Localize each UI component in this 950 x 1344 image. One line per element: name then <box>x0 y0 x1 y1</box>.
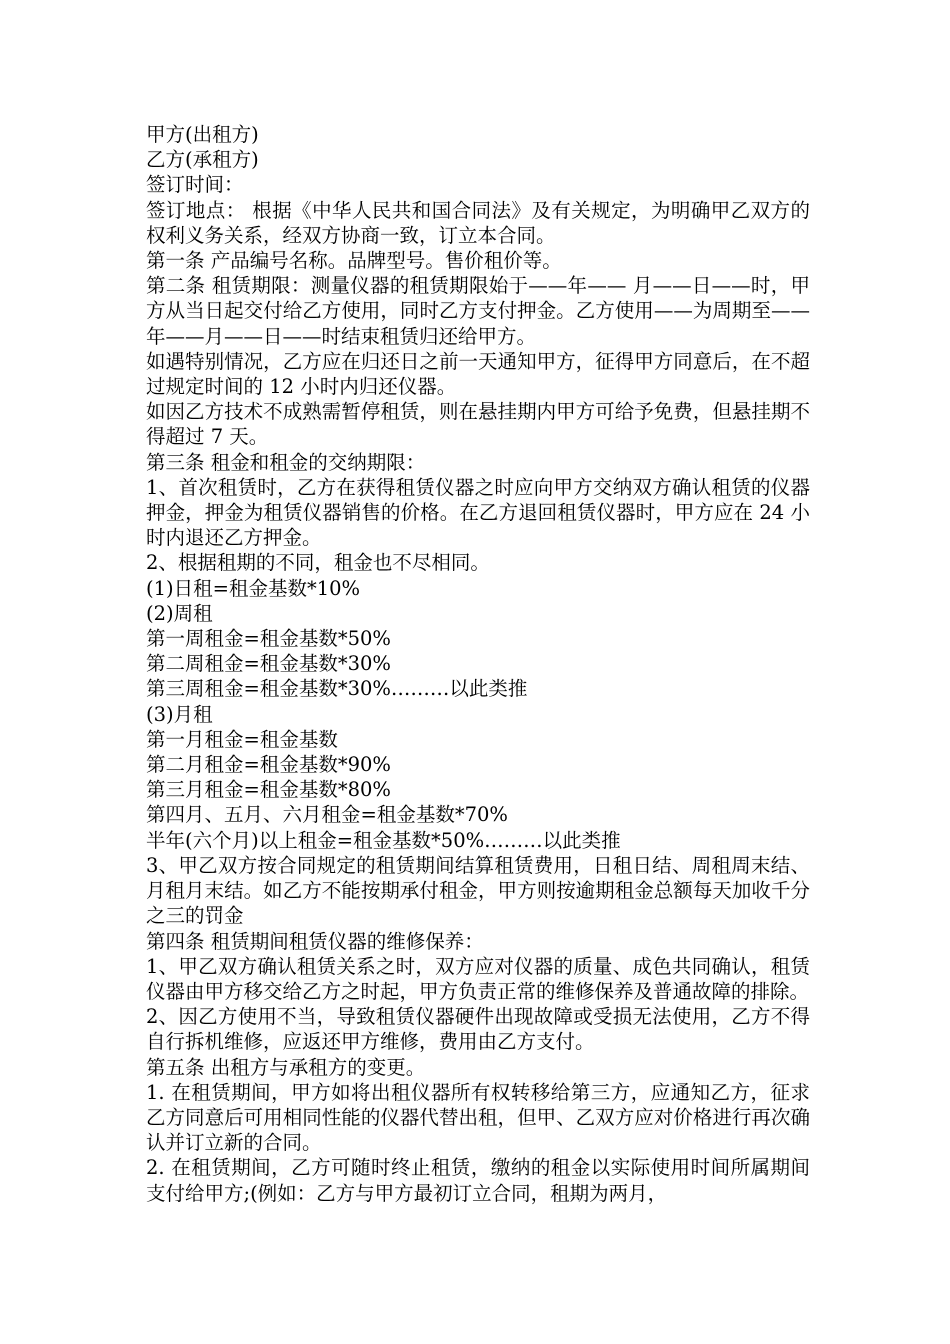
article-2: 第二条 租赁期限：测量仪器的租赁期限始于——年—— 月——日——时，甲方从当日起交付给乙方使用，同时乙方支付押金。乙方使用——为周期至—— 年——月——日——时结束租赁归还给甲方。 <box>146 274 817 348</box>
weekly-rent-heading: (2)周租 <box>146 601 213 625</box>
month-3-rent: 第三月租金=租金基数*80% <box>146 778 391 802</box>
party-a-line: 甲方(出租方) <box>146 123 259 146</box>
monthly-rent-heading: (3)月租 <box>146 702 213 726</box>
article-3-clause-3: 3、甲乙双方按合同规定的租赁期间结算租赁费用，日租日结、周租周末结、月租月末结。如乙方不能按期承付租金，甲方则按逾期租金总额每天加收千分之三的罚金 <box>146 853 810 928</box>
article-1: 第一条 产品编号名称。品牌型号。售价租价等。 <box>146 249 562 273</box>
party-b-line: 乙方(承租方) <box>146 148 259 172</box>
month-2-rent: 第二月租金=租金基数*90% <box>146 753 391 777</box>
half-year-rent: 半年(六个月)以上租金=租金基数*50%………以此类推 <box>146 828 621 852</box>
month-4-6-rent: 第四月、五月、六月租金=租金基数*70% <box>146 803 508 827</box>
article-4-heading: 第四条 租赁期间租赁仪器的维修保养： <box>146 929 484 953</box>
signing-time-line: 签订时间： <box>146 173 244 197</box>
article-3-heading: 第三条 租金和租金的交纳期限： <box>146 450 426 474</box>
week-1-rent: 第一周租金=租金基数*50% <box>146 627 391 651</box>
article-2-special-case: 如遇特别情况，乙方应在归还日之前一天通知甲方，征得甲方同意后，在不超过规定时间的 12 小时内归还仪器。 <box>146 349 810 399</box>
article-5-heading: 第五条 出租方与承租方的变更。 <box>146 1055 426 1079</box>
article-3-clause-2: 2、根据租期的不同，租金也不尽相同。 <box>146 551 490 575</box>
article-3-clause-1: 1、首次租赁时，乙方在获得租赁仪器之时应向甲方交纳双方确认租赁的仪器押金，押金为租赁仪器销售的价格。在乙方退回租赁仪器时，甲方应在 24 小时内退还乙方押金。 <box>146 475 810 550</box>
article-5-clause-2: 2. 在租赁期间，乙方可随时终止租赁，缴纳的租金以实际使用时间所属期间支付给甲方;(例如：乙方与甲方最初订立合同，租期为两月， <box>146 1156 810 1205</box>
article-4-clause-2: 2、因乙方使用不当，导致租赁仪器硬件出现故障或受损无法使用，乙方不得自行拆机维修，应返还甲方维修，费用由乙方支付。 <box>146 1005 810 1054</box>
daily-rent-line: (1)日租=租金基数*10% <box>146 576 361 600</box>
article-5-clause-1: 1. 在租赁期间，甲方如将出租仪器所有权转移给第三方，应通知乙方，征求乙方同意后可用相同性能的仪器代替出租，但甲、乙双方应对价格进行再次确认并订立新的合同。 <box>146 1080 810 1155</box>
month-1-rent: 第一月租金=租金基数 <box>146 727 338 751</box>
week-2-rent: 第二周租金=租金基数*30% <box>146 652 391 676</box>
article-2-suspension: 如因乙方技术不成熟需暂停租赁，则在悬挂期内甲方可给予免费，但悬挂期不得超过 7 天。 <box>146 400 810 449</box>
article-4-clause-1: 1、甲乙双方确认租赁关系之时，双方应对仪器的质量、成色共同确认，租赁仪器由甲方移交给乙方之时起，甲方负责正常的维修保养及普通故障的排除。 <box>146 954 810 1003</box>
signing-place-preamble: 签订地点： 根据《中华人民共和国合同法》及有关规定，为明确甲乙双方的权利义务关系，经双方协商一致，订立本合同。 <box>146 198 810 247</box>
document-body <box>146 122 817 1206</box>
week-3-rent: 第三周租金=租金基数*30%………以此类推 <box>146 677 528 701</box>
